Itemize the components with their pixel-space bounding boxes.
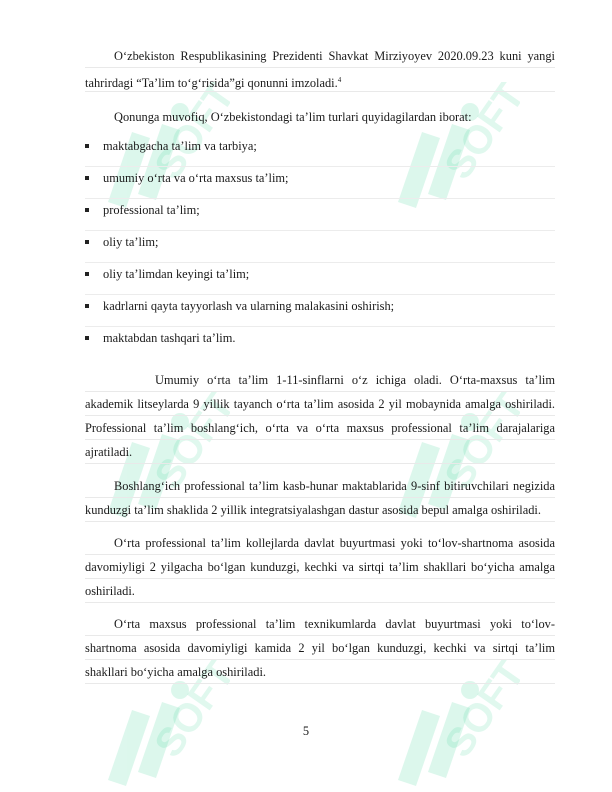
page-number: 5 <box>302 724 310 738</box>
intro-text: O‘zbekiston Respublikasining Prezidenti Shavkat Mirziyoyev 2020.09.23 kuni yangi tahrirdagi “Ta’lim to‘g‘risida”gi qonunni imzoladi. <box>85 49 555 91</box>
education-types-list <box>85 135 555 359</box>
secondary-professional-paragraph: O‘rta professional ta’lim kollejlarda davlat buyurtmasi yoki to‘lov-shartnoma asosida davomiyligi 2 yilgacha bo‘lgan kunduzgi, kechki va sirtqi ta’lim shakllari bo‘yicha amalga oshiriladi. <box>85 531 555 603</box>
svg-text:SOFT: SOFT <box>436 660 520 766</box>
bullet-icon <box>85 144 89 148</box>
primary-professional-paragraph: Boshlang‘ich professional ta’lim kasb-hunar maktablarida 9-sinf bitiruvchilari negizida kunduzgi ta’lim shaklida 2 yillik integratsiyalashgan dastur asosida bepul amalga oshiriladi. <box>85 474 555 522</box>
bullet-icon <box>85 304 89 308</box>
bullet-icon <box>85 336 89 340</box>
svg-text:SOFT: SOFT <box>146 660 230 766</box>
list-item: maktabdan tashqari ta’lim. <box>85 327 555 359</box>
list-item: umumiy o‘rta va o‘rta maxsus ta’lim; <box>85 167 555 199</box>
intro-paragraph <box>85 44 555 95</box>
list-item: oliy ta’lim; <box>85 231 555 263</box>
special-professional-paragraph: O‘rta maxsus professional ta’lim texnikumlarda davlat buyurtmasi yoki to‘lov-shartnoma asosida davomiyligi kamida 2 yil bo‘lgan kunduzgi, kechki va sirtqi ta’lim shakllari bo‘yicha amalga oshiriladi. <box>85 612 555 684</box>
document-body <box>85 44 555 684</box>
bullet-icon <box>85 272 89 276</box>
list-item: oliy ta’limdan keyingi ta’lim; <box>85 263 555 295</box>
bullet-icon <box>85 176 89 180</box>
footnote-marker: 4 <box>337 76 342 84</box>
svg-text:SOFT: SOFT <box>146 82 230 188</box>
bullet-icon <box>85 208 89 212</box>
list-item: professional ta’lim; <box>85 199 555 231</box>
types-lead-paragraph: Qonunga muvofiq, O‘zbekistondagi ta’lim turlari quyidagilardan iborat: <box>114 110 472 125</box>
list-item: maktabgacha ta’lim va tarbiya; <box>85 135 555 167</box>
general-education-paragraph: Umumiy o‘rta ta’lim 1-11-sinflarni o‘z ichiga oladi. O‘rta-maxsus ta’lim akademik litseylarda 9 yillik tayanch o‘rta ta’lim asosida 2 yil mobaynida amalga oshiriladi. Professional ta’lim boshlang‘ich, o‘rta va o‘rta maxsus professional ta’lim darajalariga ajratiladi. <box>85 368 555 464</box>
svg-text:SOFT: SOFT <box>436 82 520 188</box>
list-item: kadrlarni qayta tayyorlash va ularning malakasini oshirish; <box>85 295 555 327</box>
bullet-icon <box>85 240 89 244</box>
